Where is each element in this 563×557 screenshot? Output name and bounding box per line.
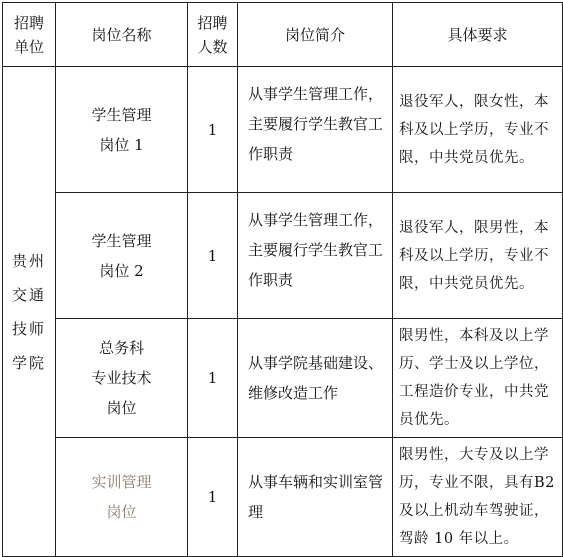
intro-cell: 从事学院基础建设、维修改造工作 — [238, 319, 393, 438]
count-cell: 1 — [188, 319, 238, 438]
requirements-cell: 退役军人，限女性，本科及以上学历，专业不限，中共党员优先。 — [393, 67, 563, 193]
count-cell: 1 — [188, 193, 238, 319]
recruitment-table — [2, 2, 563, 557]
position-cell: 学生管理 岗位 2 — [56, 193, 188, 319]
intro-cell: 从事车辆和实训室管理 — [238, 438, 393, 557]
table-row — [3, 319, 563, 438]
position-cell: 总务科 专业技术 岗位 — [56, 319, 188, 438]
header-unit: 招聘单位 — [3, 3, 56, 67]
requirements-cell: 限男性，本科及以上学历、学士及以上学位，工程造价专业，中共党员优先。 — [393, 319, 563, 438]
header-intro: 岗位简介 — [238, 3, 393, 67]
header-position: 岗位名称 — [56, 3, 188, 67]
table-row — [3, 67, 563, 193]
header-requirements: 具体要求 — [393, 3, 563, 67]
position-cell: 实训管理 岗位 — [56, 438, 188, 557]
count-cell: 1 — [188, 67, 238, 193]
intro-cell: 从事学生管理工作，主要履行学生教官工作职责 — [238, 67, 393, 193]
unit-name: 贵州交通技师学院 — [12, 251, 47, 372]
table-row — [3, 193, 563, 319]
header-count: 招聘人数 — [188, 3, 238, 67]
header-row — [3, 3, 563, 67]
unit-cell — [3, 67, 56, 557]
requirements-cell: 退役军人，限男性，本科及以上学历，专业不限，中共党员优先。 — [393, 193, 563, 319]
count-cell: 1 — [188, 438, 238, 557]
intro-cell: 从事学生管理工作，主要履行学生教官工作职责 — [238, 193, 393, 319]
position-cell: 学生管理 岗位 1 — [56, 67, 188, 193]
table-row — [3, 438, 563, 557]
requirements-cell: 限男性，大专及以上学历，专业不限，具有B2及以上机动车驾驶证，驾龄 10 年以上。 — [393, 438, 563, 557]
